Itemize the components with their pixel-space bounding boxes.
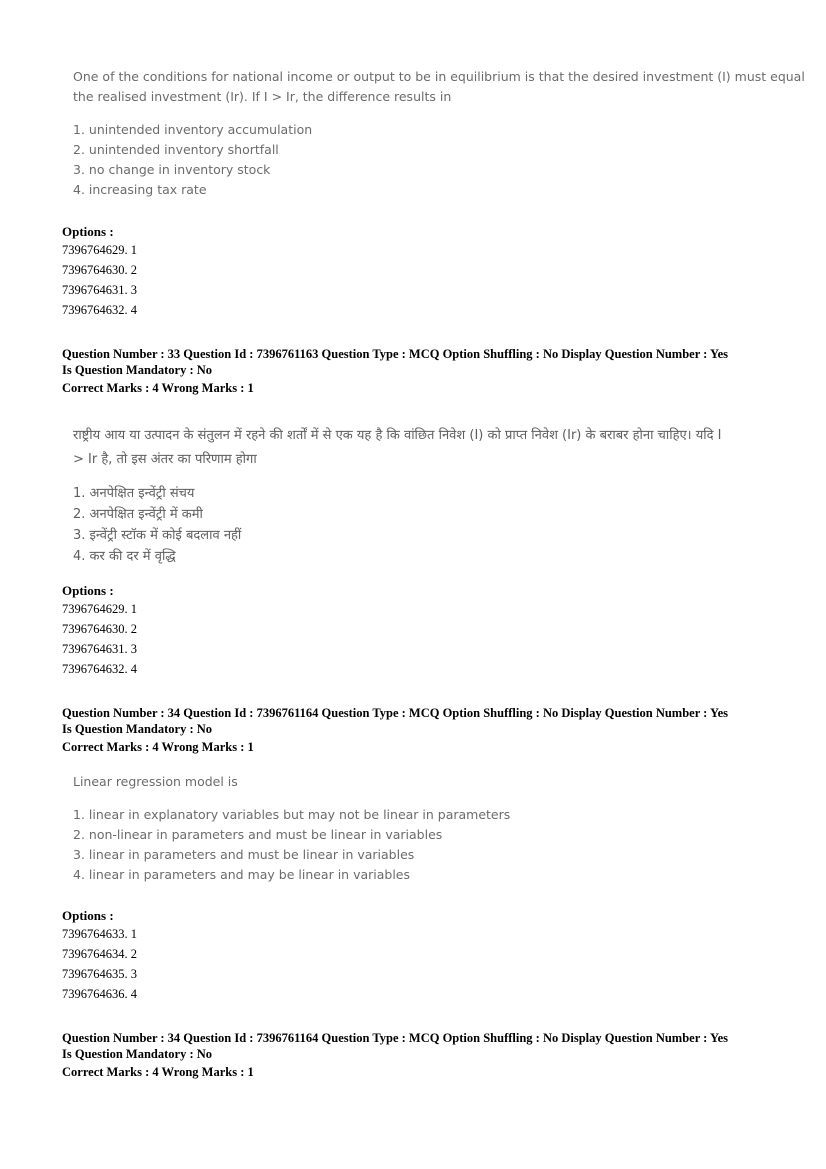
question-meta-line: Is Question Mandatory : No — [62, 363, 213, 377]
question-stem-line: Linear regression model is — [73, 774, 238, 789]
option-row: 7396764632. 4 — [62, 662, 137, 676]
question-meta-33 — [62, 346, 782, 396]
question-meta-line: Correct Marks : 4 Wrong Marks : 1 — [62, 740, 254, 754]
question-meta-line: Correct Marks : 4 Wrong Marks : 1 — [62, 381, 254, 395]
choice-item: 4. linear in parameters and may be linear in variables — [73, 867, 411, 882]
choice-item: 3. linear in parameters and must be linear in variables — [73, 847, 415, 862]
question-meta-line: Is Question Mandatory : No — [62, 1047, 213, 1061]
choice-item: 1. linear in explanatory variables but may not be linear in parameters — [73, 807, 511, 822]
choice-item: 2. अनपेक्षित इन्वेंट्री में कमी — [73, 507, 203, 522]
option-row: 7396764629. 1 — [62, 243, 137, 257]
choice-item: 2. unintended inventory shortfall — [73, 142, 279, 157]
option-row: 7396764630. 2 — [62, 263, 137, 277]
question-image-34 — [73, 772, 510, 885]
question-meta-line: Question Number : 34 Question Id : 7396761164 Question Type : MCQ Option Shuffling : No Display Question Number : Yes — [62, 1031, 729, 1045]
option-row: 7396764636. 4 — [62, 987, 137, 1001]
question-image-33 — [73, 424, 722, 567]
question-meta-line: Question Number : 34 Question Id : 7396761164 Question Type : MCQ Option Shuffling : No Display Question Number : Yes — [62, 706, 729, 720]
choice-item: 4. कर की दर में वृद्धि — [73, 549, 176, 564]
option-row: 7396764632. 4 — [62, 303, 137, 317]
question-stem-line: राष्ट्रीय आय या उत्पादन के संतुलन में रहने की शर्तों में से एक यह है कि वांछित निवेश (I) को प्राप्त निवेश (Ir) के बराबर होना चाहिए। यदि I — [73, 428, 722, 443]
option-row: 7396764629. 1 — [62, 602, 137, 616]
question-stem-line: One of the conditions for national income or output to be in equilibrium is that the desired investment (I) must equal — [73, 69, 805, 84]
option-row: 7396764635. 3 — [62, 967, 137, 981]
option-row: 7396764634. 2 — [62, 947, 137, 961]
choice-item: 1. unintended inventory accumulation — [73, 122, 313, 137]
options-heading: Options : — [62, 583, 114, 598]
question-meta-line: Question Number : 33 Question Id : 7396761163 Question Type : MCQ Option Shuffling : No Display Question Number : Yes — [62, 347, 729, 361]
question-image-32 — [73, 67, 805, 200]
choice-item: 3. no change in inventory stock — [73, 162, 271, 177]
choice-list — [73, 805, 510, 885]
choice-item: 4. increasing tax rate — [73, 182, 207, 197]
question-meta-line: Is Question Mandatory : No — [62, 722, 213, 736]
options-heading: Options : — [62, 224, 114, 239]
choice-item: 2. non-linear in parameters and must be linear in variables — [73, 827, 443, 842]
choice-list — [73, 483, 722, 567]
option-row: 7396764630. 2 — [62, 622, 137, 636]
question-stem-line: the realised investment (Ir). If I > Ir, the difference results in — [73, 89, 452, 104]
options-heading: Options : — [62, 908, 114, 923]
option-row: 7396764633. 1 — [62, 927, 137, 941]
choice-item: 1. अनपेक्षित इन्वेंट्री संचय — [73, 486, 195, 501]
question-meta-34-repeat — [62, 1030, 782, 1080]
question-meta-34 — [62, 705, 782, 755]
question-stem-line: > Ir है, तो इस अंतर का परिणाम होगा — [73, 452, 257, 467]
choice-item: 3. इन्वेंट्री स्टॉक में कोई बदलाव नहीं — [73, 528, 242, 543]
question-meta-line: Correct Marks : 4 Wrong Marks : 1 — [62, 1065, 254, 1079]
option-row: 7396764631. 3 — [62, 283, 137, 297]
choice-list — [73, 120, 805, 200]
option-row: 7396764631. 3 — [62, 642, 137, 656]
